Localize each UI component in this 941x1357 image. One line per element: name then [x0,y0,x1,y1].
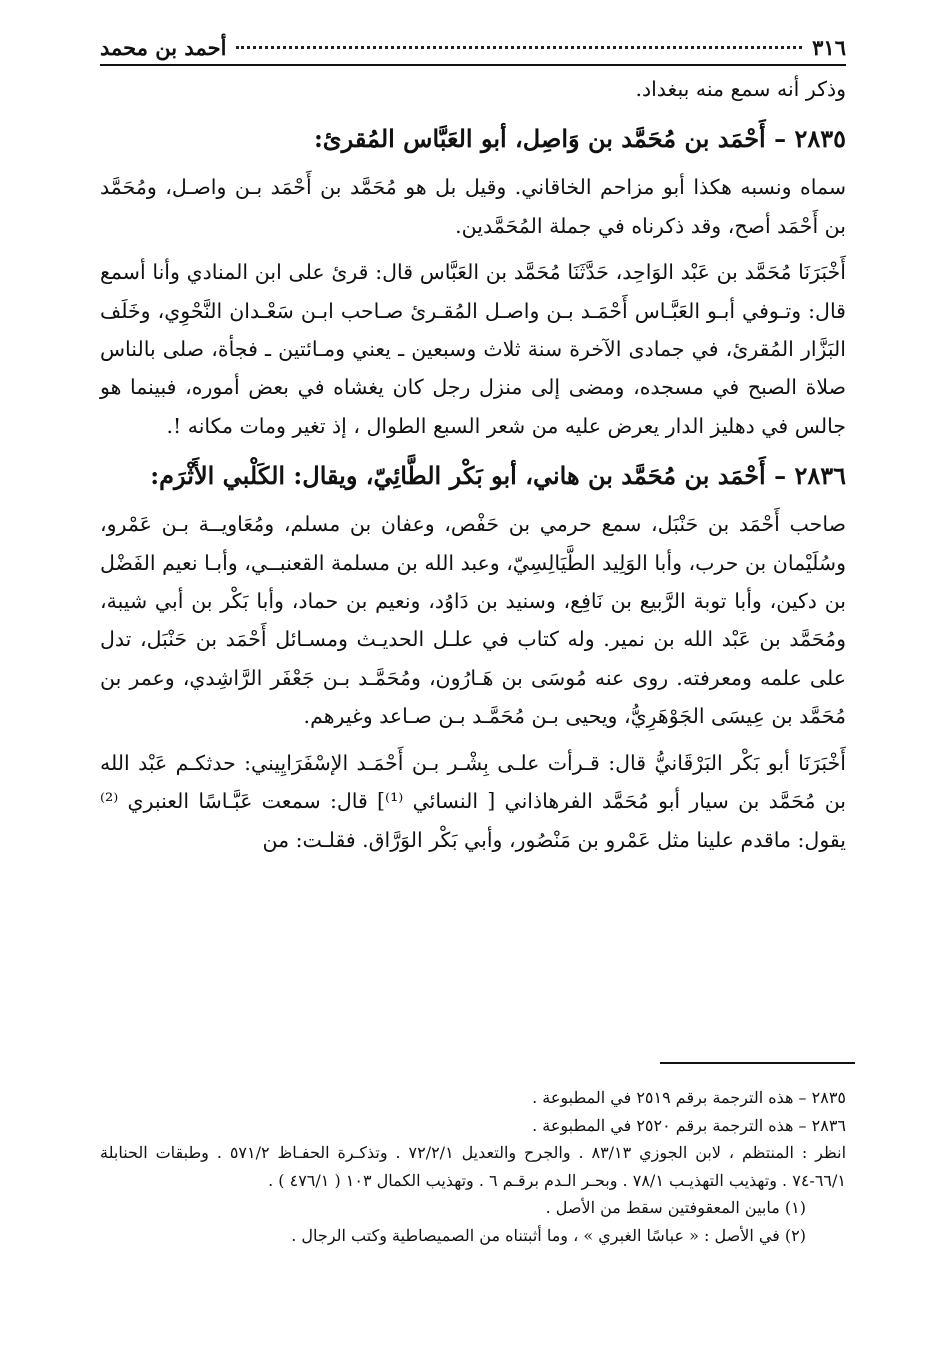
paragraph-entry-2835-report: أَخْبَرَنَا مُحَمَّد بن عَبْد الوَاحِد، حَدَّثَنَا مُحَمَّد بن العَبَّاس قال: قرئ على ابن المنادي وأنا أسمع قال: وتـوفي أبـو العَبَّـاس أَحْمَـد بـن واصـل المُقـرئ صـاحب ابـن سَعْـدان النَّحْوِي، وخَلَف البَزَّار المُقرئ، في جمادى الآخرة سنة ثلاث وسبعين ـ يعني ومـائتين ـ فجأة، صلى بالناس صلاة الصبح في مسجده، ومضى إلى منزل رجل كان يغشاه في بعض أموره، فبينما هو جالس في دهليز الدار يعرض عليه من شعر السبع الطوال ، إذ تغير ومات مكانه !. [100,260,846,438]
header-dotted-leader [236,46,802,49]
entry-title-2835: ٢٨٣٥ – أَحْمَد بن مُحَمَّد بن وَاصِل، أبو العَبَّاس المُقرئ: [313,124,846,154]
running-title: أحمد بن محمد [100,34,227,60]
footnote-1: (١) مابين المعقوفتين سقط من الأصل . [545,1198,806,1217]
footnotes [100,1084,846,1249]
footnote-2: (٢) في الأصل : « عباسًا الغبري » ، وما أثبتناه من الصميصاطية وكتب الرجال . [291,1225,806,1245]
footnote-entry-2836: ٢٨٣٦ – هذه الترجمة برقم ٢٥٢٠ في المطبوعة . [532,1115,846,1135]
paragraph-continuation: وذكر أنه سمع منه ببغداد. [635,77,846,101]
paragraph-entry-2835-intro: سماه ونسبه هكذا أبو مزاحم الخاقاني. وقيل بل هو مُحَمَّد بن أَحْمَد بـن واصـل، ومُحَمَّد بن أَحْمَد أصح، وقد ذكرناه في جملة المُحَمَّدين. [100,175,846,238]
paragraph-entry-2836-report: أَخْبَرَنَا أبو بَكْر البَرْقَانيُّ قال: قـرأت علـى بِشْـر بـن أَحْمَـد الإسْفَرَايِيني: حدثكـم عَبْد الله بن مُحَمَّد بن سيار أبو مُحَمَّد الفرهاذاني [ النسائي ⁽¹⁾] قال: سمعت عَبَّـاسًا العنبري ⁽²⁾ يقول: ماقدم علينا مثل عَمْرو بن مَنْصُور، وأبي بَكْر الوَرَّاق. فقلـت: من [100,750,846,852]
footnote-entry-2835: ٢٨٣٥ – هذه الترجمة برقم ٢٥١٩ في المطبوعة . [532,1088,846,1107]
footnote-separator [660,1062,855,1064]
entry-title-2836: ٢٨٣٦ – أَحْمَد بن مُحَمَّد بن هاني، أبو بَكْر الطَّائِيّ، ويقال: الكَلْبي الأَثْرَم: [150,461,846,491]
paragraph-entry-2836-intro: صاحب أَحْمَد بن حَنْبَل، سمع حرمي بن حَفْص، وعفان بن مسلم، ومُعَاويــة بـن عَمْرو، وسُلَيْمان بن حرب، وأبا الوَلِيد الطَّيَالِسِيّ، وعبد الله بن مسلمة القعنبــي، وأبـا نعيم الفَضْل بن دكين، وأبا توبة الرَّبيع بن نَافِع، وسنيد بن دَاوُد، ونعيم بن حماد، وأبا بَكْر بن أبي شيبة، ومُحَمَّد بن عَبْد الله بن نمير. وله كتاب في علـل الحديـث ومسـائل أَحْمَد بن حَنْبَل، تدل على علمه ومعرفته. روى عنه مُوسَى بن هَـارُون، ومُحَمَّـد بـن جَعْفَر الرَّاشِدي، وعمر بن مُحَمَّد بن عِيسَى الجَوْهَرِيُّ، ويحيى بـن مُحَمَّـد بـن صـاعد وغيرهم. [100,512,847,729]
main-text [100,70,846,859]
paragraph-gap [100,245,846,253]
running-header [100,30,846,66]
footnote-sources: انظر : المنتظم ، لابن الجوزي ٨٣/١٣ . والجرح والتعديل ٧٢/٢/١ . وتذكـرة الحفـاظ ٥٧١/٢ . وطبقات الحنابلة ٦٦/١-٧٤ . وتهذيب التهذيـب ٧٨/١ . وبحـر الـدم برقـم ٦ . وتهذيب الكمال ١٠٣ ( ٤٧٦/١ ) . [100,1143,847,1190]
page-number: ٣١٦ [812,34,846,60]
paragraph-gap [100,736,846,744]
